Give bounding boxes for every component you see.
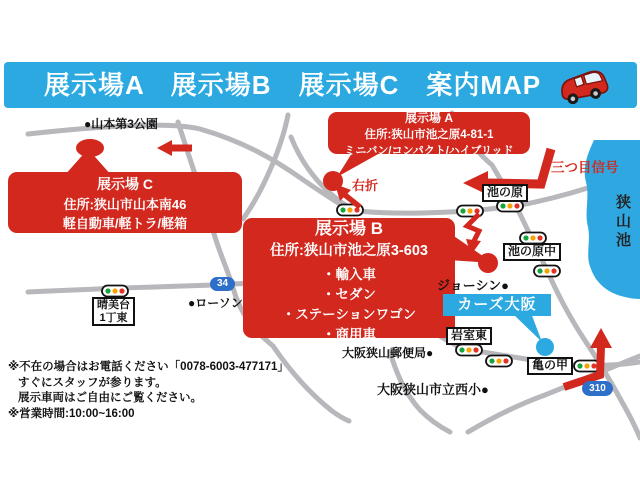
iwamuro-higashi-sign: 岩室東	[446, 327, 492, 345]
page-title: 展示場A 展示場B 展示場C 案内MAP	[44, 70, 542, 100]
ikenohara-sign: 池の原	[482, 184, 528, 202]
cars-osaka-dot	[536, 338, 554, 356]
post-office-label: 大阪狭山郵便局●	[342, 346, 434, 360]
harumidai-sign-line1: 晴美台	[97, 299, 130, 311]
site-c-vehicles: 軽自動車/軽トラ/軽箱	[62, 215, 188, 231]
note-line: すぐにスタッフが参ります。	[18, 376, 167, 389]
note-line: ※営業時間:10:00~16:00	[8, 407, 135, 420]
note-line: 展示車両はご自由にご覧ください。	[18, 392, 202, 405]
note-line: ※不在の場合はお電話ください「0078-6003-477171」	[8, 361, 289, 373]
bubble-site-a	[328, 110, 530, 157]
elementary-school-label: 大阪狭山市立西小●	[377, 382, 489, 397]
turn-right-label: 右折	[352, 178, 379, 193]
site-b-item: ・ステーションワゴン	[281, 306, 417, 322]
site-a-address: 住所:狭山市池之原4-81-1	[364, 128, 494, 141]
traffic-light-icon	[520, 233, 546, 244]
cars-osaka-tail	[512, 313, 542, 342]
site-b-item: ・セダン	[321, 286, 377, 302]
sayama-pond-label: 狭山池	[614, 194, 631, 251]
joshin-label: ジョーシン●	[437, 278, 510, 293]
ikenohara-naka-sign: 池の原中	[503, 243, 561, 261]
site-b-item: ・商用車	[322, 326, 376, 342]
site-c-dot	[76, 139, 104, 157]
harumidai-sign-line2: 1丁東	[99, 311, 128, 324]
site-a-vehicles: ミニバン/コンパクト/ハイブリッド	[344, 144, 514, 157]
bubble-site-c	[8, 172, 242, 233]
notes-block	[8, 360, 289, 423]
third-signal-label: 三つ目信号	[551, 160, 619, 175]
cars-osaka-label: カーズ大阪	[443, 294, 551, 316]
bubble-site-b	[243, 218, 455, 342]
traffic-light-icon	[486, 356, 512, 367]
site-b-dot	[478, 253, 498, 273]
route-34-shield: 34	[210, 277, 235, 291]
site-c-title: 展示場 C	[97, 175, 153, 192]
route-310-shield: 310	[582, 381, 613, 396]
site-b-address: 住所:狭山市池之原3-603	[270, 242, 428, 259]
traffic-light-icon	[534, 266, 560, 277]
kamenoko-sign: 亀の甲	[527, 357, 573, 375]
site-c-address: 住所:狭山市山本南46	[63, 196, 187, 212]
site-b-title: 展示場 B	[315, 218, 383, 238]
site-a-title: 展示場 A	[404, 110, 453, 125]
site-b-item: ・輸入車	[322, 266, 376, 282]
traffic-light-icon	[574, 361, 600, 372]
park-label: ●山本第3公園	[84, 117, 158, 131]
traffic-light-icon	[456, 345, 482, 356]
traffic-light-icon	[497, 201, 523, 212]
traffic-light-icon	[102, 286, 128, 297]
lawson-label: ●ローソン	[188, 296, 243, 310]
